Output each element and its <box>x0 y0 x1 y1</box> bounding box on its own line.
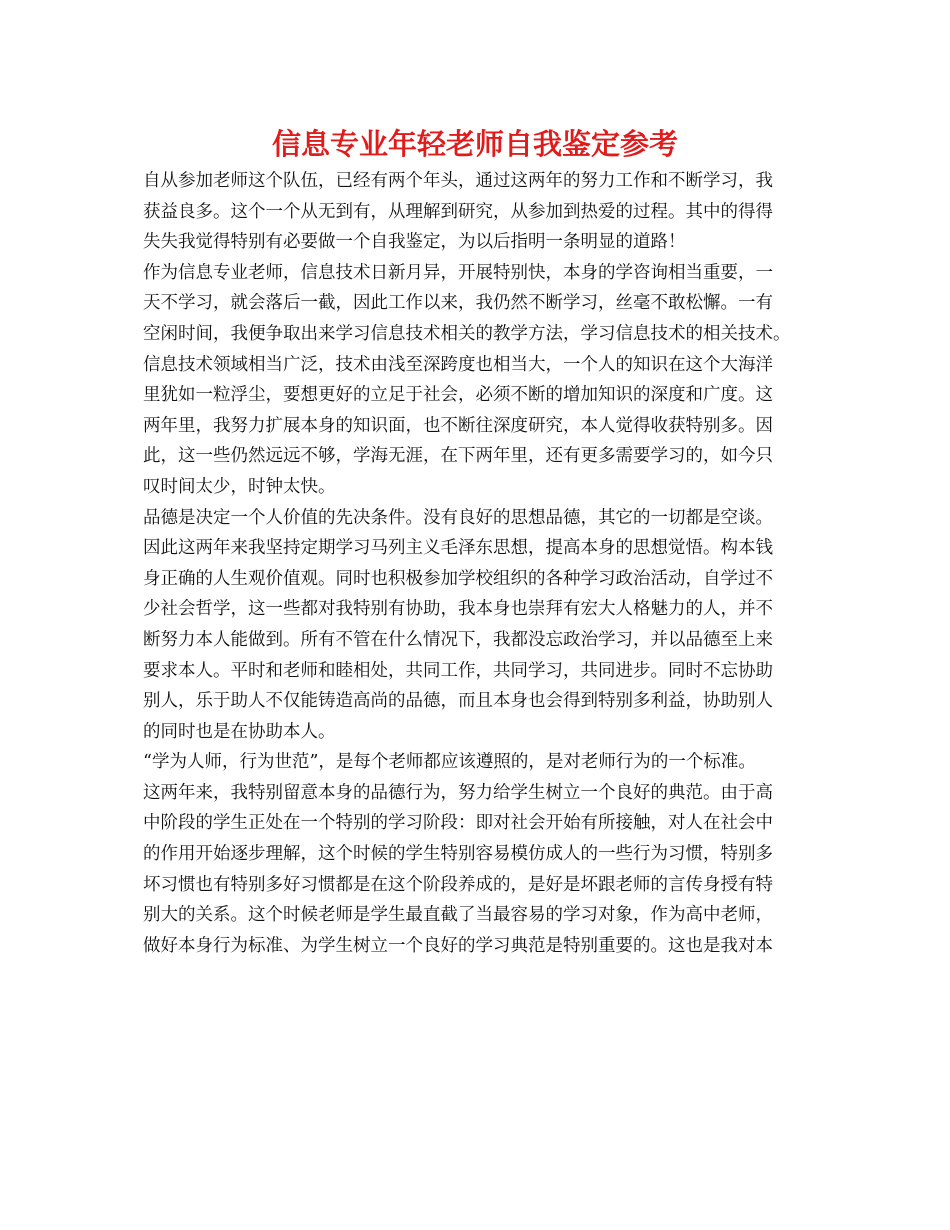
body-line: 少社会哲学，这一些都对我特别有协助，我本身也崇拜有宏大人格魅力的人，并不 <box>143 599 773 620</box>
body-line: 做好本身行为标准、为学生树立一个良好的学习典范是特别重要的。这也是我对本 <box>143 935 773 956</box>
document-body <box>143 166 813 961</box>
body-line: 信息技术领域相当广泛，技术由浅至深跨度也相当大，一个人的知识在这个大海洋 <box>143 354 773 375</box>
body-line: 因此这两年来我坚持定期学习马列主义毛泽东思想，提高本身的思想觉悟。构本钱 <box>143 538 773 559</box>
body-line: 品德是决定一个人价值的先决条件。没有良好的思想品德，其它的一切都是空谈。 <box>143 507 773 528</box>
body-line: 别人，乐于助人不仅能铸造高尚的品德，而且本身也会得到特别多利益，协助别人 <box>143 691 773 712</box>
document-title: 信息专业年轻老师自我鉴定参考 <box>271 127 678 161</box>
body-line: 的作用开始逐步理解，这个时候的学生特别容易模仿成人的一些行为习惯，特别多 <box>143 844 773 865</box>
body-line: 里犹如一粒浮尘，要想更好的立足于社会，必须不断的增加知识的深度和广度。这 <box>143 385 773 406</box>
body-line: 此，这一些仍然远远不够，学海无涯，在下两年里，还有更多需要学习的，如今只 <box>143 446 773 467</box>
body-line: 断努力本人能做到。所有不管在什么情况下，我都没忘政治学习，并以品德至上来 <box>143 629 773 650</box>
body-line: 作为信息专业老师，信息技术日新月异，开展特别快，本身的学咨询相当重要，一 <box>143 262 773 283</box>
body-line: 身正确的人生观价值观。同时也积极参加学校组织的各种学习政治活动，自学过不 <box>143 568 773 589</box>
body-line: 的同时也是在协助本人。 <box>143 721 336 742</box>
body-line: 失失我觉得特别有必要做一个自我鉴定，为以后指明一条明显的道路！ <box>143 232 686 253</box>
body-line: 自从参加老师这个队伍，已经有两个年头，通过这两年的努力工作和不断学习，我 <box>143 171 773 191</box>
body-line: 这两年来，我特别留意本身的品德行为，努力给学生树立一个良好的典范。由于高 <box>143 782 773 803</box>
body-line: “学为人师，行为世范”，是每个老师都应该遵照的，是对老师行为的一个标准。 <box>143 752 756 773</box>
body-line: 获益良多。这个一个从无到有，从理解到研究，从参加到热爱的过程。其中的得得 <box>143 201 773 222</box>
body-line: 天不学习，就会落后一截，因此工作以来，我仍然不断学习，丝毫不敢松懈。一有 <box>143 293 773 314</box>
body-line: 中阶段的学生正处在一个特别的学习阶段：即对社会开始有所接触，对人在社会中 <box>143 813 773 834</box>
body-line: 两年里，我努力扩展本身的知识面，也不断往深度研究，本人觉得收获特别多。因 <box>143 415 773 436</box>
body-line: 坏习惯也有特别多好习惯都是在这个阶段养成的，是好是坏跟老师的言传身授有特 <box>143 874 773 895</box>
body-line: 叹时间太少，时钟太快。 <box>143 476 336 497</box>
body-line: 别大的关系。这个时候老师是学生最直截了当最容易的学习对象，作为高中老师， <box>143 905 773 926</box>
body-line: 要求本人。平时和老师和睦相处，共同工作，共同学习，共同进步。同时不忘协助 <box>143 660 773 681</box>
body-line: 空闲时间，我便争取出来学习信息技术相关的教学方法，学习信息技术的相关技术。 <box>143 323 791 344</box>
